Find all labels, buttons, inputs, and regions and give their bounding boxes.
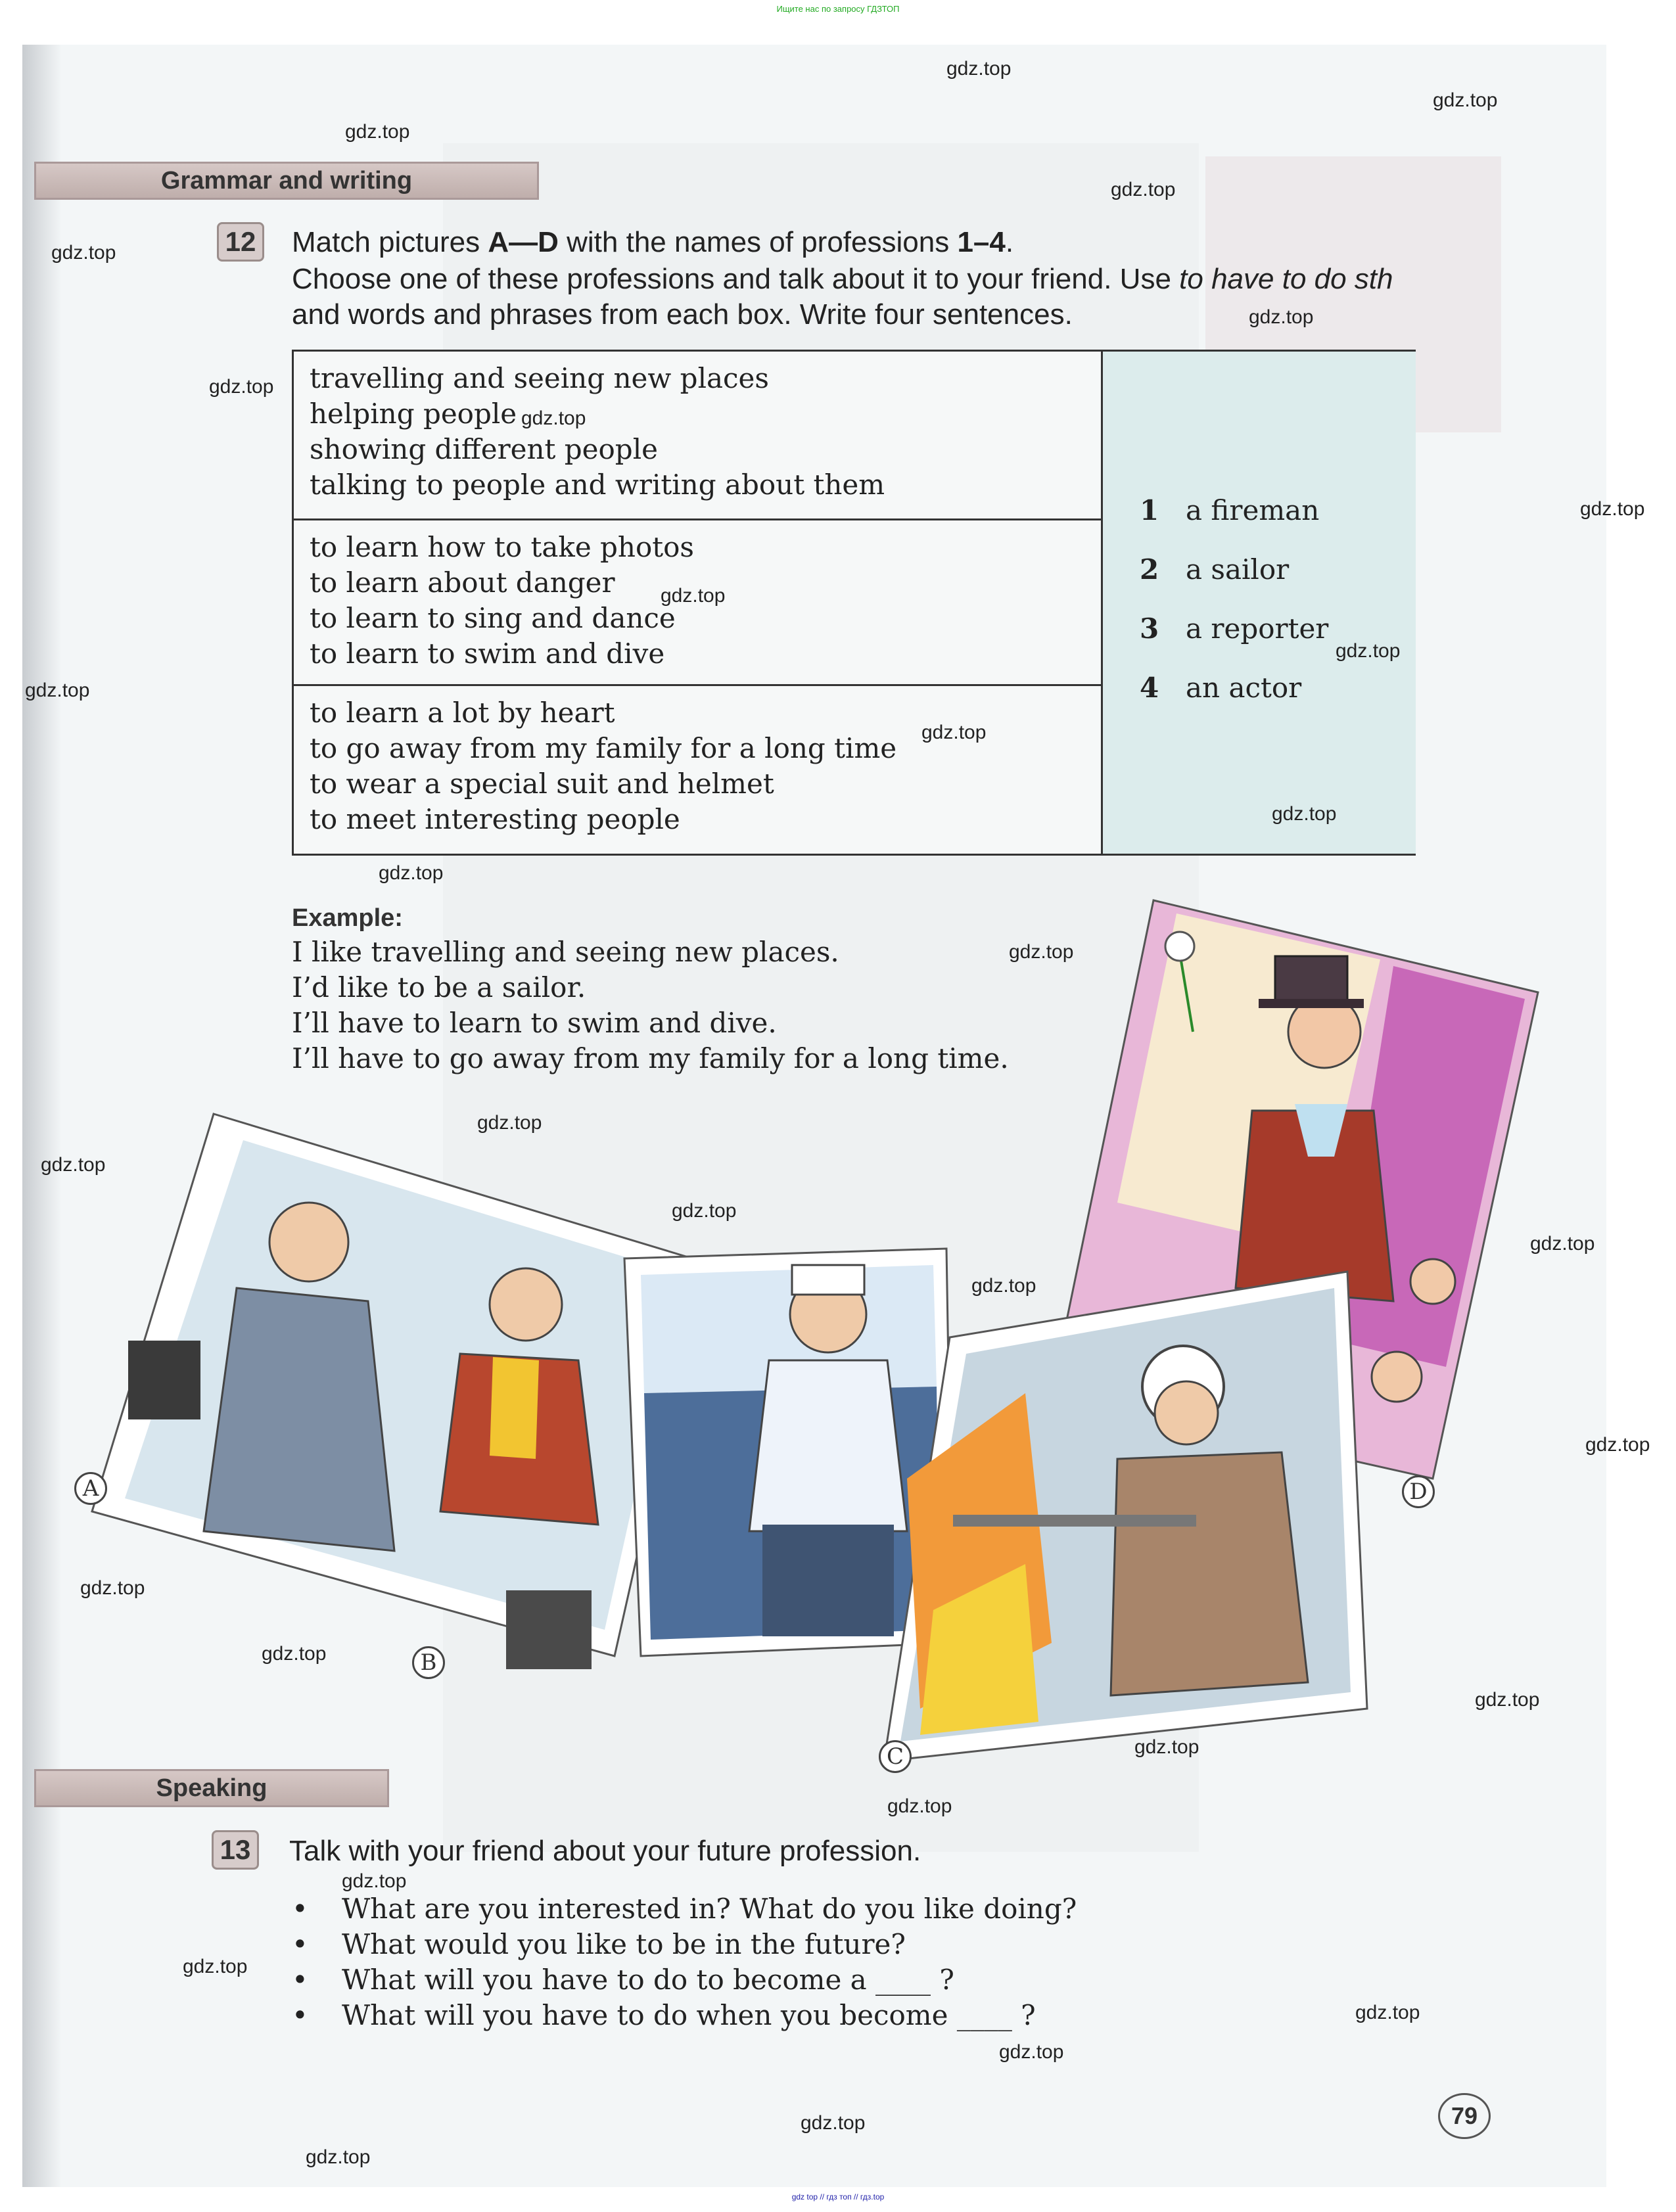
watermark: gdz.top (262, 1643, 327, 1665)
question-bullet: • What will you have to do when you become ____ ? (292, 1999, 1036, 2031)
watermark: gdz.top (477, 1112, 542, 1134)
picture-c-fireman (884, 1272, 1367, 1761)
watermark: gdz.top (801, 2112, 866, 2134)
picture-label-d: D (1402, 1475, 1435, 1508)
watermark: gdz.top (306, 2146, 371, 2168)
picture-label-a: A (74, 1472, 107, 1505)
example-sentence: I’ll have to go away from my family for a long time. (292, 1042, 1009, 1074)
watermark: gdz.top (921, 722, 987, 743)
exercise-12-instruction-line2: Choose one of these professions and talk about it to your friend. Use to have to do sth (292, 263, 1393, 295)
watermark: gdz.top (183, 1956, 248, 1977)
phrase: to meet interesting people (310, 803, 680, 835)
watermark: gdz.top (1580, 498, 1645, 520)
section-header-grammar: Grammar and writing (34, 162, 539, 200)
picture-label-c: C (879, 1740, 912, 1773)
watermark: gdz.top (887, 1795, 952, 1817)
exercise-12-instruction-line1: Match pictures A—D with the names of professions 1–4. (292, 226, 1014, 258)
watermark: gdz.top (946, 58, 1012, 80)
watermark: gdz.top (1111, 179, 1176, 200)
watermark: gdz.top (345, 121, 410, 143)
watermark: gdz.top (342, 1870, 407, 1892)
watermark: gdz.top (521, 407, 586, 429)
exercise-number-12: 12 (217, 222, 264, 262)
picture-b-sailor (624, 1249, 953, 1656)
phrase: to learn about danger (310, 566, 615, 599)
phrase: talking to people and writing about them (310, 469, 885, 501)
example-sentence: I’ll have to learn to swim and dive. (292, 1007, 777, 1039)
watermark: gdz.top (1249, 306, 1314, 328)
phrase: to learn how to take photos (310, 531, 694, 563)
phrase: showing different people (310, 433, 658, 465)
phrase: to wear a special suit and helmet (310, 768, 774, 800)
question-bullet: • What would you like to be in the future? (292, 1928, 906, 1960)
watermark: gdz.top (1336, 640, 1401, 662)
watermark: gdz.top (1272, 803, 1337, 825)
phrase: to learn a lot by heart (310, 697, 615, 729)
watermark: gdz.top (1009, 941, 1074, 963)
profession-2: 2 a sailor (1140, 553, 1290, 586)
watermark: gdz.top (80, 1577, 145, 1599)
watermark: gdz.top (1355, 2002, 1420, 2023)
watermark: gdz.top (661, 585, 726, 607)
exercise-12-instruction-line3: and words and phrases from each box. Write four sentences. (292, 298, 1073, 331)
question-bullet: • What will you have to do to become a ____ ? (292, 1964, 954, 1996)
phrase: helping people (310, 398, 517, 430)
picture-label-b: B (412, 1646, 445, 1679)
profession-3: 3 a reporter (1140, 612, 1329, 645)
watermark: gdz.top (1134, 1736, 1199, 1758)
watermark: gdz.top (672, 1200, 737, 1222)
exercise-13-instruction: Talk with your friend about your future profession. (289, 1835, 921, 1867)
watermark: gdz.top (41, 1154, 106, 1176)
profession-1: 1 a fireman (1140, 494, 1320, 526)
phrase: to go away from my family for a long time (310, 732, 897, 764)
watermark: gdz.top (1530, 1233, 1595, 1255)
example-sentence: I’d like to be a sailor. (292, 971, 586, 1003)
phrase: to learn to sing and dance (310, 602, 676, 634)
phrase: to learn to swim and dive (310, 637, 665, 670)
exercise-number-13: 13 (212, 1830, 259, 1870)
page-number: 79 (1438, 2093, 1491, 2139)
watermark: gdz.top (971, 1275, 1036, 1297)
section-header-speaking: Speaking (34, 1769, 389, 1807)
bottom-note: gdz top // гдз топ // гдз.top (791, 2192, 885, 2201)
top-note: Ищите нас по запросу ГДЗТОП (776, 4, 900, 14)
watermark: gdz.top (379, 862, 444, 884)
watermark: gdz.top (209, 376, 274, 398)
phrase: travelling and seeing new places (310, 362, 769, 394)
watermark: gdz.top (1433, 89, 1498, 111)
watermark: gdz.top (999, 2041, 1064, 2063)
watermark: gdz.top (51, 242, 116, 264)
question-bullet: • What are you interested in? What do you like doing? (292, 1893, 1077, 1925)
watermark: gdz.top (25, 680, 90, 701)
picture-a-reporter (92, 1114, 703, 1669)
profession-4: 4 an actor (1140, 672, 1302, 704)
example-title: Example: (292, 904, 403, 932)
watermark: gdz.top (1585, 1434, 1650, 1456)
watermark: gdz.top (1475, 1689, 1540, 1711)
example-sentence: I like travelling and seeing new places. (292, 936, 839, 968)
